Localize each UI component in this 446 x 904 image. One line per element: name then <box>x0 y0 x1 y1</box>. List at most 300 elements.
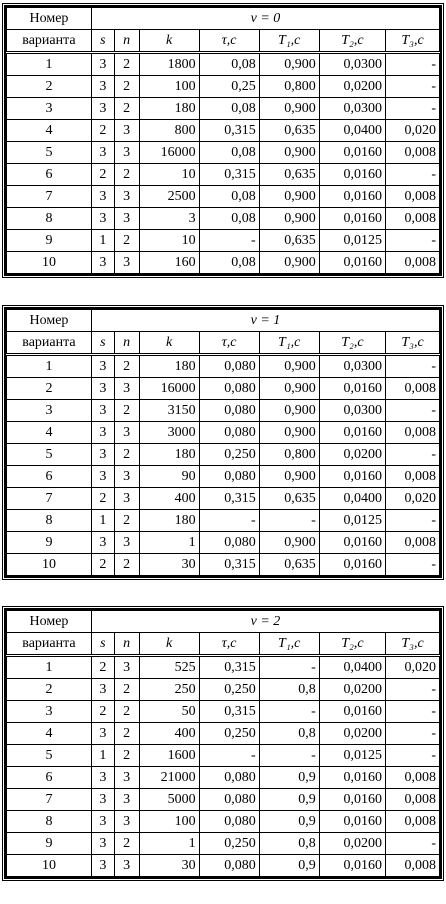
cell-k: 3 <box>139 208 199 230</box>
cell-t2: 0,0125 <box>319 230 385 252</box>
cell-t1: 0,635 <box>259 488 319 510</box>
cell-t1: 0,900 <box>259 53 319 76</box>
cell-t1: 0,900 <box>259 252 319 274</box>
cell-k: 525 <box>139 656 199 679</box>
cell-t1: - <box>259 701 319 723</box>
cell-tau: - <box>199 745 259 767</box>
cell-n: 2 <box>114 76 139 98</box>
cell-s: 1 <box>91 230 114 252</box>
cell-s: 3 <box>91 53 114 76</box>
cell-tau: 0,250 <box>199 444 259 466</box>
cell-variant: 7 <box>7 186 92 208</box>
cell-variant: 3 <box>7 400 92 422</box>
cell-variant: 3 <box>7 701 92 723</box>
cell-variant: 4 <box>7 422 92 444</box>
cell-n: 2 <box>114 53 139 76</box>
cell-k: 16000 <box>139 142 199 164</box>
cell-t2: 0,0125 <box>319 745 385 767</box>
cell-t1: 0,8 <box>259 833 319 855</box>
variant-header-line2: варианта <box>7 633 92 656</box>
cell-t2: 0,0400 <box>319 656 385 679</box>
cell-k: 1600 <box>139 745 199 767</box>
variant-header-line1: Номер <box>7 8 92 30</box>
cell-k: 1800 <box>139 53 199 76</box>
cell-n: 3 <box>114 811 139 833</box>
cell-t3: 0,008 <box>386 186 440 208</box>
col-header-t2: T₂,c <box>319 30 385 53</box>
table-row <box>7 142 440 164</box>
cell-t3: 0,008 <box>386 142 440 164</box>
cell-tau: 0,080 <box>199 422 259 444</box>
cell-n: 2 <box>114 230 139 252</box>
table-row <box>7 656 440 679</box>
cell-t1: 0,635 <box>259 120 319 142</box>
cell-k: 100 <box>139 76 199 98</box>
cell-tau: 0,08 <box>199 186 259 208</box>
cell-t2: 0,0160 <box>319 252 385 274</box>
cell-variant: 2 <box>7 76 92 98</box>
cell-k: 100 <box>139 811 199 833</box>
cell-variant: 7 <box>7 789 92 811</box>
nu-label: ν = 2 <box>91 611 439 633</box>
table-row <box>7 767 440 789</box>
cell-variant: 8 <box>7 208 92 230</box>
table-row <box>7 230 440 252</box>
col-header-t1: T₁,c <box>259 332 319 355</box>
cell-k: 180 <box>139 510 199 532</box>
cell-k: 16000 <box>139 378 199 400</box>
cell-t2: 0,0160 <box>319 554 385 576</box>
cell-t1: 0,9 <box>259 855 319 877</box>
cell-t2: 0,0160 <box>319 208 385 230</box>
table-header-row-1 <box>7 8 440 30</box>
cell-variant: 8 <box>7 510 92 532</box>
cell-variant: 6 <box>7 164 92 186</box>
cell-t1: 0,900 <box>259 98 319 120</box>
cell-n: 3 <box>114 466 139 488</box>
col-header-tau: τ,c <box>199 332 259 355</box>
cell-t1: 0,635 <box>259 554 319 576</box>
cell-t3: - <box>386 400 440 422</box>
cell-t1: 0,900 <box>259 422 319 444</box>
cell-s: 2 <box>91 164 114 186</box>
cell-tau: 0,080 <box>199 378 259 400</box>
cell-variant: 1 <box>7 656 92 679</box>
cell-t2: 0,0200 <box>319 723 385 745</box>
cell-n: 3 <box>114 208 139 230</box>
table-row <box>7 833 440 855</box>
cell-s: 3 <box>91 855 114 877</box>
cell-s: 3 <box>91 355 114 378</box>
table-row <box>7 355 440 378</box>
cell-n: 3 <box>114 488 139 510</box>
cell-tau: 0,080 <box>199 532 259 554</box>
cell-s: 3 <box>91 252 114 274</box>
table-row <box>7 723 440 745</box>
cell-t3: - <box>386 745 440 767</box>
cell-tau: 0,250 <box>199 833 259 855</box>
cell-n: 2 <box>114 98 139 120</box>
cell-s: 3 <box>91 378 114 400</box>
cell-t3: 0,008 <box>386 789 440 811</box>
cell-k: 800 <box>139 120 199 142</box>
cell-k: 50 <box>139 701 199 723</box>
cell-k: 180 <box>139 444 199 466</box>
cell-t2: 0,0300 <box>319 53 385 76</box>
cell-s: 3 <box>91 422 114 444</box>
table-row <box>7 422 440 444</box>
cell-t3: 0,008 <box>386 252 440 274</box>
cell-n: 3 <box>114 656 139 679</box>
cell-t1: 0,900 <box>259 378 319 400</box>
cell-tau: 0,08 <box>199 98 259 120</box>
cell-k: 3000 <box>139 422 199 444</box>
cell-k: 3150 <box>139 400 199 422</box>
cell-variant: 10 <box>7 554 92 576</box>
table-row <box>7 466 440 488</box>
cell-variant: 3 <box>7 98 92 120</box>
table-row <box>7 701 440 723</box>
cell-t1: - <box>259 745 319 767</box>
cell-tau: 0,080 <box>199 400 259 422</box>
cell-s: 1 <box>91 745 114 767</box>
table-row <box>7 488 440 510</box>
cell-s: 2 <box>91 120 114 142</box>
cell-n: 3 <box>114 378 139 400</box>
cell-tau: 0,080 <box>199 466 259 488</box>
cell-variant: 5 <box>7 142 92 164</box>
cell-tau: - <box>199 230 259 252</box>
cell-t3: - <box>386 554 440 576</box>
cell-tau: 0,08 <box>199 208 259 230</box>
table-row <box>7 532 440 554</box>
cell-t3: - <box>386 833 440 855</box>
cell-t2: 0,0160 <box>319 378 385 400</box>
cell-n: 3 <box>114 855 139 877</box>
cell-tau: - <box>199 510 259 532</box>
cell-t2: 0,0300 <box>319 400 385 422</box>
table-header-row-1 <box>7 611 440 633</box>
table-header-row-1 <box>7 310 440 332</box>
cell-k: 1 <box>139 833 199 855</box>
cell-t2: 0,0300 <box>319 98 385 120</box>
cell-t2: 0,0300 <box>319 355 385 378</box>
cell-variant: 5 <box>7 444 92 466</box>
cell-tau: 0,08 <box>199 252 259 274</box>
variant-header-line1: Номер <box>7 310 92 332</box>
cell-t1: 0,9 <box>259 767 319 789</box>
cell-t1: 0,800 <box>259 444 319 466</box>
cell-t1: 0,900 <box>259 400 319 422</box>
cell-k: 180 <box>139 355 199 378</box>
cell-n: 3 <box>114 186 139 208</box>
cell-t1: 0,9 <box>259 789 319 811</box>
cell-k: 180 <box>139 98 199 120</box>
cell-t3: 0,008 <box>386 378 440 400</box>
table-row <box>7 252 440 274</box>
cell-t3: - <box>386 164 440 186</box>
cell-t1: 0,635 <box>259 164 319 186</box>
cell-tau: 0,080 <box>199 767 259 789</box>
cell-s: 2 <box>91 488 114 510</box>
table-row <box>7 811 440 833</box>
cell-t2: 0,0200 <box>319 444 385 466</box>
cell-tau: 0,080 <box>199 811 259 833</box>
col-header-s: s <box>91 633 114 656</box>
cell-t2: 0,0125 <box>319 510 385 532</box>
cell-k: 250 <box>139 679 199 701</box>
cell-t3: 0,020 <box>386 488 440 510</box>
table-row <box>7 378 440 400</box>
cell-t1: 0,635 <box>259 230 319 252</box>
cell-variant: 7 <box>7 488 92 510</box>
cell-n: 2 <box>114 444 139 466</box>
cell-tau: 0,250 <box>199 723 259 745</box>
col-header-k: k <box>139 332 199 355</box>
cell-t2: 0,0160 <box>319 855 385 877</box>
cell-s: 1 <box>91 510 114 532</box>
cell-variant: 4 <box>7 723 92 745</box>
cell-tau: 0,080 <box>199 789 259 811</box>
cell-t3: - <box>386 230 440 252</box>
col-header-t1: T₁,c <box>259 30 319 53</box>
cell-k: 30 <box>139 855 199 877</box>
cell-tau: 0,250 <box>199 679 259 701</box>
cell-t2: 0,0400 <box>319 488 385 510</box>
col-header-t3: T₃,c <box>386 332 440 355</box>
cell-s: 3 <box>91 767 114 789</box>
table-row <box>7 855 440 877</box>
col-header-t2: T₂,c <box>319 633 385 656</box>
variant-header-line1: Номер <box>7 611 92 633</box>
cell-variant: 4 <box>7 120 92 142</box>
cell-t3: 0,008 <box>386 208 440 230</box>
cell-s: 3 <box>91 789 114 811</box>
cell-t3: 0,008 <box>386 767 440 789</box>
cell-t1: 0,900 <box>259 355 319 378</box>
cell-s: 3 <box>91 466 114 488</box>
table-header-row-2 <box>7 30 440 53</box>
cell-t3: 0,008 <box>386 855 440 877</box>
cell-t2: 0,0160 <box>319 811 385 833</box>
cell-t3: - <box>386 701 440 723</box>
cell-k: 10 <box>139 230 199 252</box>
cell-k: 400 <box>139 723 199 745</box>
cell-variant: 10 <box>7 252 92 274</box>
cell-tau: 0,315 <box>199 164 259 186</box>
table-row <box>7 400 440 422</box>
variant-table <box>6 7 440 274</box>
cell-t2: 0,0160 <box>319 466 385 488</box>
cell-n: 3 <box>114 252 139 274</box>
table-row <box>7 745 440 767</box>
cell-variant: 1 <box>7 355 92 378</box>
cell-t1: - <box>259 656 319 679</box>
cell-n: 2 <box>114 400 139 422</box>
cell-k: 160 <box>139 252 199 274</box>
table-nu-1 <box>4 307 442 578</box>
cell-variant: 1 <box>7 53 92 76</box>
cell-s: 3 <box>91 400 114 422</box>
cell-t3: - <box>386 679 440 701</box>
cell-t1: 0,900 <box>259 466 319 488</box>
cell-tau: 0,08 <box>199 142 259 164</box>
variant-table <box>6 309 440 576</box>
cell-variant: 6 <box>7 767 92 789</box>
cell-tau: 0,315 <box>199 488 259 510</box>
cell-n: 2 <box>114 833 139 855</box>
cell-t2: 0,0200 <box>319 76 385 98</box>
cell-s: 3 <box>91 186 114 208</box>
table-row <box>7 789 440 811</box>
cell-t2: 0,0160 <box>319 164 385 186</box>
col-header-n: n <box>114 332 139 355</box>
col-header-s: s <box>91 30 114 53</box>
cell-t2: 0,0160 <box>319 701 385 723</box>
cell-variant: 10 <box>7 855 92 877</box>
cell-k: 30 <box>139 554 199 576</box>
cell-n: 2 <box>114 679 139 701</box>
cell-t1: 0,8 <box>259 723 319 745</box>
col-header-t1: T₁,c <box>259 633 319 656</box>
nu-label: ν = 0 <box>91 8 439 30</box>
cell-t1: 0,900 <box>259 142 319 164</box>
cell-t2: 0,0200 <box>319 833 385 855</box>
table-row <box>7 76 440 98</box>
cell-n: 2 <box>114 723 139 745</box>
cell-t3: - <box>386 510 440 532</box>
cell-s: 2 <box>91 701 114 723</box>
table-row <box>7 444 440 466</box>
cell-k: 5000 <box>139 789 199 811</box>
cell-t1: 0,800 <box>259 76 319 98</box>
cell-variant: 8 <box>7 811 92 833</box>
cell-n: 3 <box>114 120 139 142</box>
cell-t1: 0,900 <box>259 186 319 208</box>
cell-t3: - <box>386 76 440 98</box>
col-header-t3: T₃,c <box>386 633 440 656</box>
cell-t2: 0,0160 <box>319 422 385 444</box>
cell-s: 2 <box>91 656 114 679</box>
cell-tau: 0,315 <box>199 554 259 576</box>
cell-s: 3 <box>91 811 114 833</box>
cell-t3: 0,008 <box>386 466 440 488</box>
cell-s: 3 <box>91 98 114 120</box>
cell-t3: 0,008 <box>386 422 440 444</box>
variant-header-line2: варианта <box>7 30 92 53</box>
cell-s: 3 <box>91 833 114 855</box>
cell-t3: 0,008 <box>386 532 440 554</box>
cell-t1: - <box>259 510 319 532</box>
cell-t3: 0,020 <box>386 656 440 679</box>
table-nu-2 <box>4 608 442 879</box>
cell-t2: 0,0160 <box>319 789 385 811</box>
cell-variant: 5 <box>7 745 92 767</box>
cell-t3: - <box>386 98 440 120</box>
col-header-k: k <box>139 633 199 656</box>
cell-s: 3 <box>91 532 114 554</box>
col-header-tau: τ,c <box>199 633 259 656</box>
cell-variant: 6 <box>7 466 92 488</box>
table-row <box>7 208 440 230</box>
cell-n: 2 <box>114 355 139 378</box>
cell-k: 90 <box>139 466 199 488</box>
cell-k: 21000 <box>139 767 199 789</box>
cell-n: 3 <box>114 422 139 444</box>
cell-n: 2 <box>114 510 139 532</box>
col-header-n: n <box>114 633 139 656</box>
col-header-s: s <box>91 332 114 355</box>
cell-s: 3 <box>91 679 114 701</box>
col-header-k: k <box>139 30 199 53</box>
cell-n: 3 <box>114 767 139 789</box>
nu-label: ν = 1 <box>91 310 439 332</box>
cell-t2: 0,0160 <box>319 186 385 208</box>
cell-t3: - <box>386 355 440 378</box>
table-row <box>7 510 440 532</box>
cell-t1: 0,900 <box>259 208 319 230</box>
cell-t2: 0,0200 <box>319 679 385 701</box>
cell-t2: 0,0400 <box>319 120 385 142</box>
table-row <box>7 186 440 208</box>
col-header-tau: τ,c <box>199 30 259 53</box>
table-row <box>7 679 440 701</box>
cell-n: 2 <box>114 745 139 767</box>
col-header-t3: T₃,c <box>386 30 440 53</box>
table-header-row-2 <box>7 633 440 656</box>
cell-t2: 0,0160 <box>319 532 385 554</box>
cell-t1: 0,9 <box>259 811 319 833</box>
cell-tau: 0,25 <box>199 76 259 98</box>
cell-variant: 9 <box>7 532 92 554</box>
cell-s: 3 <box>91 142 114 164</box>
cell-s: 3 <box>91 723 114 745</box>
cell-tau: 0,315 <box>199 120 259 142</box>
table-header-row-2 <box>7 332 440 355</box>
cell-n: 2 <box>114 164 139 186</box>
cell-n: 2 <box>114 701 139 723</box>
cell-variant: 9 <box>7 230 92 252</box>
cell-k: 400 <box>139 488 199 510</box>
cell-k: 1 <box>139 532 199 554</box>
cell-t3: - <box>386 723 440 745</box>
cell-s: 2 <box>91 554 114 576</box>
cell-k: 2500 <box>139 186 199 208</box>
cell-t1: 0,8 <box>259 679 319 701</box>
col-header-t2: T₂,c <box>319 332 385 355</box>
cell-n: 2 <box>114 554 139 576</box>
table-row <box>7 53 440 76</box>
cell-t3: - <box>386 53 440 76</box>
cell-t2: 0,0160 <box>319 767 385 789</box>
table-row <box>7 554 440 576</box>
cell-s: 3 <box>91 444 114 466</box>
cell-variant: 2 <box>7 679 92 701</box>
cell-tau: 0,315 <box>199 701 259 723</box>
cell-t1: 0,900 <box>259 532 319 554</box>
variant-table <box>6 610 440 877</box>
cell-s: 3 <box>91 208 114 230</box>
cell-tau: 0,080 <box>199 355 259 378</box>
table-row <box>7 98 440 120</box>
cell-n: 3 <box>114 142 139 164</box>
cell-n: 3 <box>114 789 139 811</box>
cell-t3: 0,020 <box>386 120 440 142</box>
cell-tau: 0,080 <box>199 855 259 877</box>
cell-t3: - <box>386 444 440 466</box>
table-nu-0 <box>4 5 442 276</box>
cell-k: 10 <box>139 164 199 186</box>
